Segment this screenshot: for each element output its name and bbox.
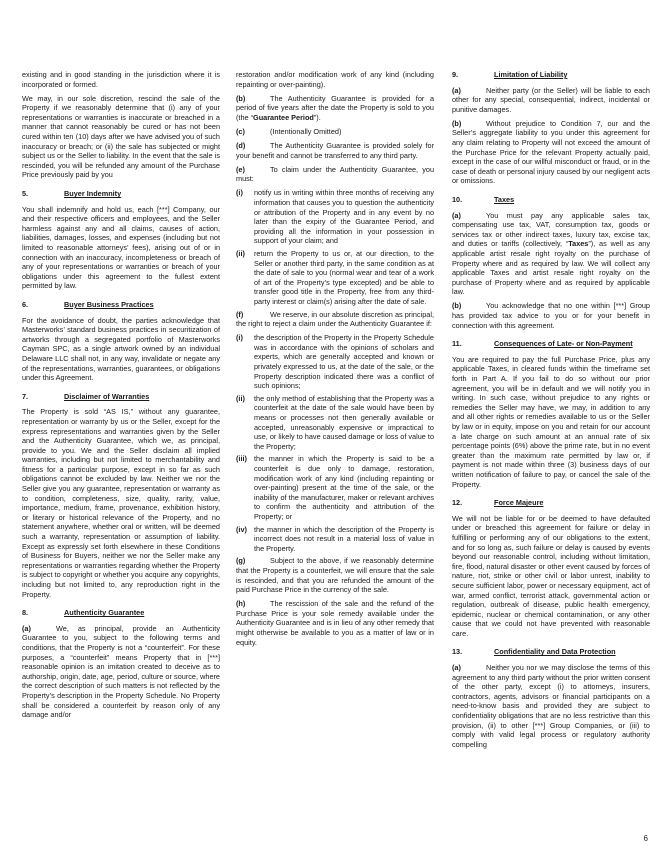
section-number: 11.: [452, 339, 462, 349]
paragraph: [236, 141, 434, 160]
sub-clause-number: (ii): [236, 249, 245, 258]
clause-text: We, as principal, provide an Authenticity Guarantee to you, subject to the following terms and conditions, that the Property is not a “counterfeit”. For these purposes, a “counterfeit” means Property that in [***] reasonable opinion is an imitation created to deceive as to authorship, origin, date, age, period, culture or source, where the correct description of such matters is not reflected by the Property’s description in the Property Schedule. No Property shall be considered a counterfeit by reason only of any damage and/or: [22, 623, 220, 720]
section-number: 7.: [22, 391, 29, 401]
defined-term: Taxes: [568, 239, 589, 249]
section-heading-10: [452, 195, 650, 205]
sub-clause: [236, 394, 434, 452]
paragraph: [452, 119, 650, 186]
section-heading-9: [452, 70, 650, 80]
sub-clause-number: (ii): [236, 393, 245, 403]
section-heading-12: [452, 498, 650, 508]
sub-clause-text: the description of the Property in the Property Schedule was in accordance with the opinions of scholars and experts, which are generally accepted and known or privately expressed to us, at the date of the sale, or the Property description indicated there was a conflict of such opinions;: [254, 333, 434, 391]
sub-clause-number: (iv): [236, 524, 247, 534]
sub-clause: [236, 454, 434, 521]
clause-text: (Intentionally Omitted): [270, 126, 342, 136]
section-title: Taxes: [494, 195, 515, 205]
column-left: [22, 70, 220, 724]
paragraph: restoration and/or modification work of any kind (including repainting or over-painting).: [236, 70, 434, 89]
section-number: 5.: [22, 189, 29, 199]
paragraph: The Property is sold “AS IS,” without any guarantee, representation or warranty by us or the Seller, except for the express representations and warranties given by the Seller and the Authenticity Guarantee, which we, as principal, provide to you. We and the Seller disclaim all implied warranties, including but not limited to merchantability and fitness for a particular purpose, except in so far as such obligations cannot be excluded by law. Neither we nor the Seller give you any guarantee, representation or warranty as to condition, completeness, size, quality, rarity, value, importance, medium, frame, provenance, exhibition history, or literary or historical relevance of the Property, and no statement anywhere, whether oral or written, will be deemed such a warranty, representation or assumption of liability. Except as expressly set forth elsewhere in these Conditions of Business for Buyers, neither we nor the Seller make any representations or warranties regarding whether the Property is subject to copyright or whether you acquire any copyrights, including but not limited to, any reproduction right in the Property.: [22, 407, 220, 599]
section-number: 10.: [452, 195, 463, 205]
section-heading-11: [452, 339, 650, 349]
sub-clause-text: return the Property to us or, at our direction, to the Seller or another third party, in the same condition as at the date of sale to you (normal wear and tear of a work of art of the Property’s type excepted) and be able to transfer good title in the Property, free from any third-party interest or claim(s) arising after the date of sale.: [254, 249, 434, 306]
clause-text: You must pay any applicable sales tax, compensating use tax, VAT, consumption tax, goods or services tax or other indirect taxes, luxury tax, excise tax, and duties or tariffs (collectively, “: [452, 210, 650, 249]
sub-clause: [236, 333, 434, 391]
paragraph: [236, 556, 434, 594]
clause-text: ”).: [313, 112, 321, 122]
clause-text: Neither party (or the Seller) will be liable to each other for any special, consequential, indirect, incidental or punitive damages.: [452, 85, 650, 114]
clause-label: (e): [236, 164, 245, 174]
section-number: 9.: [452, 70, 459, 79]
defined-term: Guarantee Period: [253, 112, 314, 122]
section-title: Disclaimer of Warranties: [64, 391, 150, 401]
sub-clause-text: the manner in which the description of the Property is incorrect does not result in a material loss of value in the Property.: [254, 524, 434, 553]
section-title: Authenticity Guarantee: [64, 608, 145, 618]
section-title: Buyer Business Practices: [64, 299, 154, 309]
clause-text: The rescission of the sale and the refund of the Purchase Price is your sole remedy available under the Authenticity Guarantee and is in lieu of any other remedy that might otherwise be available to you as a matter of law or in equity.: [236, 599, 434, 647]
section-title: Consequences of Late- or Non-Payment: [494, 339, 633, 349]
section-number: 6.: [22, 299, 29, 309]
section-heading-8: [22, 608, 220, 618]
section-title: Limitation of Liability: [494, 70, 568, 79]
paragraph: For the avoidance of doubt, the parties acknowledge that Masterworks’ standard business practices in securitization of artworks through a segregated portfolio of Masterworks Cayman SPC, as a single artwork owned by an individual Delaware LLC shall not, in any way, invalidate or negate any of the representations, warranties, guarantees, or obligations under this Agreement.: [22, 315, 220, 383]
paragraph: [452, 301, 650, 330]
sub-clause: [236, 188, 434, 246]
paragraph: [452, 86, 650, 115]
clause-label: (f): [236, 309, 244, 319]
sub-clause-text: notify us in writing within three months of receiving any information that causes you to question the authenticity or attribution of the Property and in any event by no later than the expiry of the Guarantee Period, and providing all the information in your possession in support of your claim; and: [254, 188, 434, 246]
clause-label: (a): [452, 85, 461, 95]
sub-clause-number: (iii): [236, 454, 247, 464]
section-heading-5: [22, 189, 220, 199]
column-right: [452, 70, 650, 754]
clause-label: (a): [22, 623, 31, 633]
sub-clause-number: (i): [236, 188, 243, 198]
paragraph: [236, 127, 434, 137]
sub-clause-text: the manner in which the Property is said to be a counterfeit is due only to damage, restoration, modification work of any kind (including repainting or over-painting) present at the time of the sale, or the inability of the manufacturer, maker or relevant archives to confirm the authenticity and attribution of the Property; or: [254, 454, 434, 521]
section-title: Buyer Indemnity: [64, 189, 122, 199]
paragraph: We will not be liable for or be deemed to have defaulted under or breached this agreement for failure or delay in fulfilling or performing any of our obligations to the extent, and for so long as, such failure or delay is caused by events beyond our reasonable control, including without limitation, fire, flood, natural disaster or other event caused by forces of nature, riot, strike or other civil or labor unrest, inability to secure sufficient labor, power or necessary equipment, act of war, armed conflict, terrorist attack, governmental action or regulation, outbreak of disease, public health emergency, epidemic, nuclear or chemical contamination, or any other cause that we could not have prevented with reasonable care.: [452, 513, 650, 638]
page-number: 6: [643, 834, 648, 843]
section-title: Force Majeure: [494, 498, 544, 508]
sub-clause: [236, 525, 434, 554]
sub-clause-number: (i): [236, 333, 243, 343]
clause-label: (a): [452, 210, 461, 220]
paragraph: [236, 310, 434, 329]
clause-label: (b): [452, 301, 462, 311]
section-heading-7: [22, 392, 220, 402]
clause-text: Neither you nor we may disclose the terms of this agreement to any third party without the prior written consent of the other party, except (i) to attorneys, insurers, contractors, agents, advisors or financial participants on a need-to-know basis and provided they are subject to confidentiality obligations that are no less restrictive than this provision, (ii) to other [***] Group Companies, or (iii) to comply with valid legal process or regulatory authority compelling: [452, 663, 650, 749]
section-title: Confidentiality and Data Protection: [494, 647, 616, 657]
clause-text: The Authenticity Guarantee is provided solely for your benefit and cannot be transferred to any third party.: [236, 141, 434, 160]
clause-label: (b): [452, 118, 462, 128]
paragraph: [22, 624, 220, 720]
clause-text: The Authenticity Guarantee is provided for a period of five years after the date the Property is sold to you (the “: [236, 93, 434, 122]
paragraph: [452, 211, 650, 297]
clause-text: You acknowledge that no one within [***] Group has provided tax advice to you or for your benefit in connection with this agreement.: [452, 301, 650, 330]
column-middle: [236, 70, 434, 652]
paragraph: You shall indemnify and hold us, each [***] Company, our and their respective officers and employees, and the Seller harmless against any and all claims, causes of action, liabilities, damages, losses, and expenses (including but not limited to reasonable attorneys’ fees), arising out of or in connection with an inaccuracy, incompleteness or breach of any of your representations or warranties or breach of your obligations under this agreement to the fullest extent permitted by law.: [22, 204, 220, 291]
section-number: 12.: [452, 498, 463, 508]
clause-text: To claim under the Authenticity Guarantee, you must:: [236, 164, 434, 184]
section-number: 8.: [22, 608, 29, 618]
section-heading-6: [22, 300, 220, 310]
clause-label: (h): [236, 599, 246, 609]
clause-label: (b): [236, 93, 246, 103]
clause-text: Subject to the above, if we reasonably determine that the Property is a counterfeit, we will ensure that the sale is rescinded, and that you are refunded the amount of the paid Purchase Price in the currency of the sale.: [236, 556, 434, 595]
paragraph: [452, 663, 650, 749]
paragraph: existing and in good standing in the jurisdiction where it is incorporated or formed.: [22, 70, 220, 89]
clause-text: We reserve, in our absolute discretion as principal, the right to reject a claim under the Authenticity Guarantee if:: [236, 309, 434, 329]
sub-clause: [236, 249, 434, 307]
clause-label: (d): [236, 141, 246, 151]
paragraph: [236, 165, 434, 184]
section-number: 13.: [452, 647, 463, 657]
paragraph: We may, in our sole discretion, rescind the sale of the Property if we reasonably determine that (i) any of your representations or warranties is inaccurate or breached in a manner that cannot reasonably be cured or has not been cured within ten (10) days after we have advised you of such inaccuracy or breach; or (ii) the sale has subjected or might subject us or the Seller to liability. In the event that the sale is rescinded, you will be refunded any amount of the Purchase Price previously paid by you: [22, 93, 220, 180]
sub-clause-text: the only method of establishing that the Property was a counterfeit at the date of the sale would have been by means or processes not then generally available or accepted, unreasonably expensive or impractical to use, or likely to have caused damage or loss of value to the Property;: [254, 393, 434, 451]
clause-label: (a): [452, 663, 461, 673]
paragraph: You are required to pay the full Purchase Price, plus any applicable Taxes, in cleared funds within the timeframe set forth in Part A. If you fail to do so without our prior agreement, you will be in default and we will notify you in writing. In such case, without prejudice to any rights or remedies the Seller may have, we may, in addition to any and all other rights or remedies available to us or the Seller by law or in equity, impose on you and retain for our account a late charge on such amount at an annual rate of six percentage points (6%) above the prime rate, but in no event greater than the maximum rate permitted by law or, if payment is not made within three (3) business days of our written notification of failure to pay, or cancel the sale of the Property.: [452, 354, 650, 489]
paragraph: [236, 599, 434, 647]
clause-text: ”), as well as any applicable artist resale right royalty on the purchase of Property where and as required by law. We will collect any applicable Taxes and artist resale right royalty on the purchase of Property where and as required by applicable law.: [452, 239, 651, 297]
clause-text: Without prejudice to Condition 7, our and the Seller’s aggregate liability to you under this agreement for any claim relating to Property will not exceed the amount of the Purchase Price for the relevant Property actually paid, except in the case of our willful misconduct or fraud, or in the case of death or personal injury caused by our negligent acts or omissions.: [452, 118, 650, 186]
paragraph: [236, 94, 434, 123]
section-heading-13: [452, 647, 650, 657]
clause-label: (c): [236, 126, 245, 136]
clause-label: (g): [236, 556, 246, 566]
